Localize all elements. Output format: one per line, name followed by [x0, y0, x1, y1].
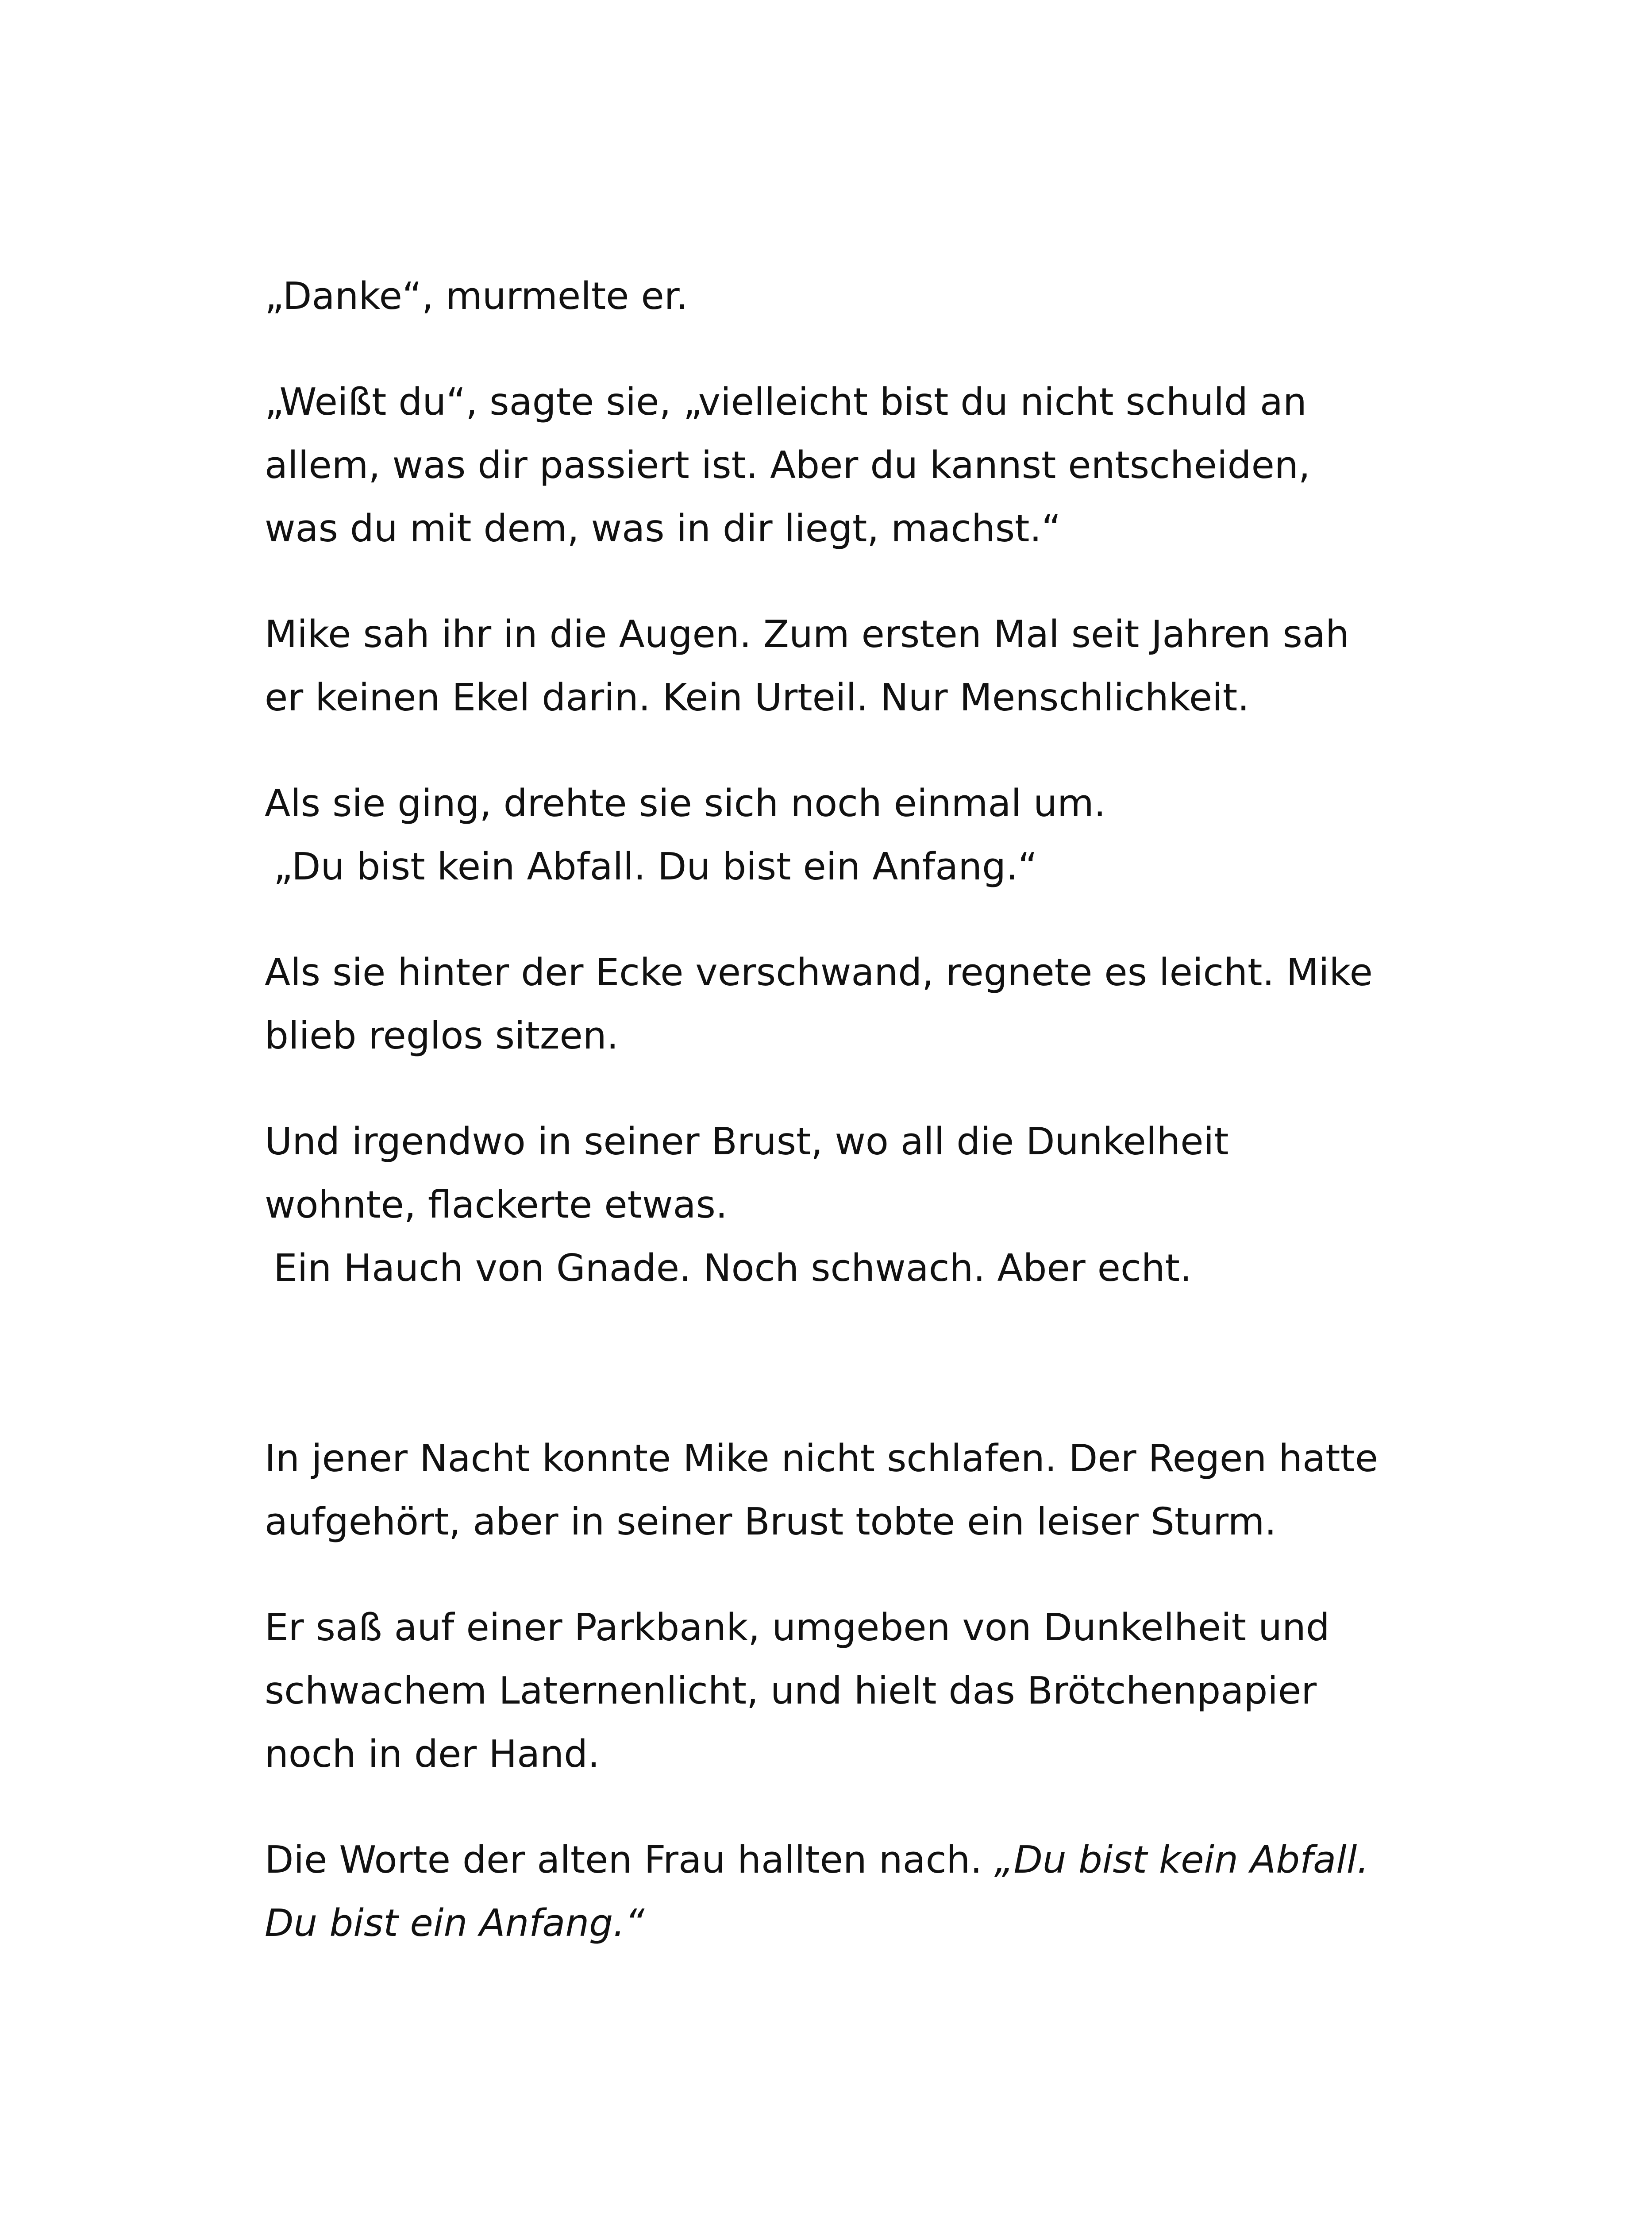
italic-quote: „Du bist kein Abfall.	[994, 1838, 1369, 1882]
text-line: wohnte, flackerte etwas.	[265, 1183, 728, 1227]
text-line: Als sie hinter der Ecke verschwand, regnete es leicht. Mike	[265, 951, 1373, 995]
text-line: aufgehört, aber in seiner Brust tobte ein leiser Sturm.	[265, 1500, 1277, 1544]
text-line: „Weißt du“, sagte sie, „vielleicht bist du nicht schuld an	[265, 380, 1307, 424]
paragraph	[265, 1427, 1398, 1554]
text-line	[265, 1828, 1398, 1892]
paragraph	[265, 1828, 1398, 1955]
text-line: noch in der Hand.	[265, 1732, 600, 1776]
text-line: Mike sah ihr in die Augen. Zum ersten Mal seit Jahren sah	[265, 613, 1349, 656]
text-line: Er saß auf einer Parkbank, umgeben von Dunkelheit und	[265, 1606, 1330, 1650]
paragraph	[265, 603, 1398, 729]
text-line: blieb reglos sitzen.	[265, 1014, 619, 1058]
paragraph	[265, 772, 1398, 898]
paragraph	[265, 370, 1398, 560]
text-line: „Du bist kein Abfall. Du bist ein Anfang.“	[273, 845, 1038, 889]
text-line: Und irgendwo in seiner Brust, wo all die Dunkelheit	[265, 1120, 1229, 1164]
paragraph	[265, 1110, 1398, 1300]
text-line: „Danke“, murmelte er.	[265, 274, 688, 318]
italic-quote-line: Du bist ein Anfang.“	[265, 1901, 645, 1945]
paragraph	[265, 265, 1398, 328]
text-line: Als sie ging, drehte sie sich noch einmal um.	[265, 782, 1106, 825]
text-line: In jener Nacht konnte Mike nicht schlafen. Der Regen hatte	[265, 1437, 1379, 1480]
text-line: was du mit dem, was in dir liegt, machst.“	[265, 507, 1061, 551]
text-run: Die Worte der alten Frau hallten nach.	[265, 1838, 982, 1882]
text-line: er keinen Ekel darin. Kein Urteil. Nur Menschlichkeit.	[265, 676, 1250, 720]
text-line: allem, was dir passiert ist. Aber du kannst entscheiden,	[265, 443, 1310, 487]
text-line: schwachem Laternenlicht, und hielt das Brötchenpapier	[265, 1669, 1317, 1713]
document-body	[265, 265, 1398, 1997]
paragraph	[265, 1596, 1398, 1786]
text-line: Ein Hauch von Gnade. Noch schwach. Aber echt.	[273, 1246, 1192, 1290]
paragraph	[265, 941, 1398, 1068]
